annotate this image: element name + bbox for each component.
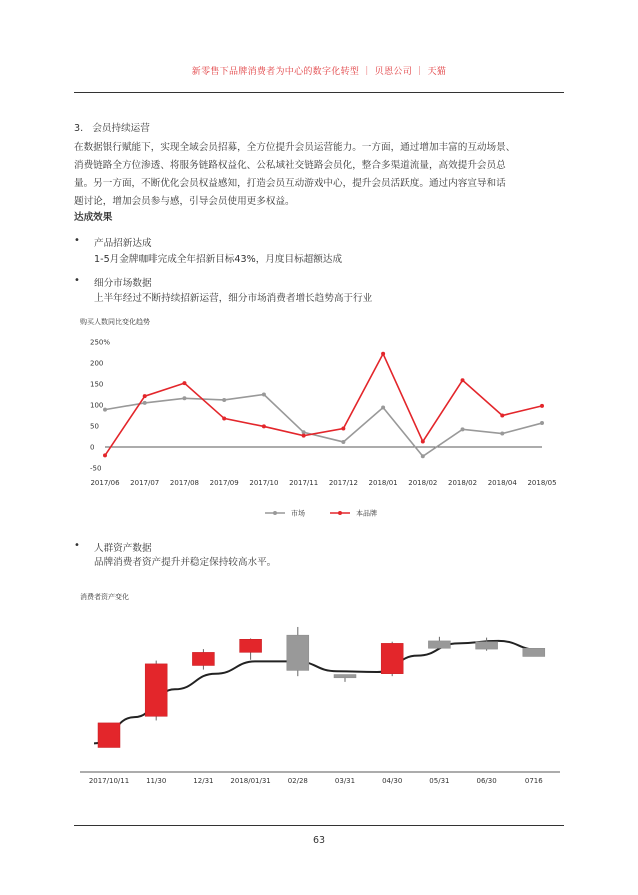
candle-body <box>428 641 450 648</box>
data-point <box>182 396 186 400</box>
bullet-title: 细分市场数据 <box>94 278 152 289</box>
paragraph-line: 量。另一方面，不断优化会员权益感知，打造会员互动游戏中心，提升会员活跃度。通过内容宣导和话 <box>74 178 506 189</box>
legend-marker <box>273 511 277 515</box>
x-tick-label: 2018/01 <box>368 479 398 487</box>
data-point <box>143 394 147 398</box>
body-paragraph <box>74 139 566 211</box>
x-tick-label: 2018/02 <box>408 479 438 487</box>
data-point <box>262 393 266 397</box>
x-tick-label: 2017/10 <box>249 479 279 487</box>
bullet-title: 人群资产数据 <box>94 543 152 554</box>
running-header: 新零售下品牌消费者为中心的数字化转型 ｜ 贝恩公司 ｜ 天猫 <box>191 67 447 77</box>
paragraph-line: 题讨论，增加会员参与感，引导会员使用更多权益。 <box>74 196 295 207</box>
achievements-heading: 达成效果 <box>74 212 113 223</box>
data-point <box>461 378 465 382</box>
data-point <box>341 440 345 444</box>
bullet-point: • <box>74 235 80 246</box>
legend-label: 本品牌 <box>356 509 377 518</box>
series-line-brand <box>105 354 542 456</box>
candle-chart-title: 消费者资产变化 <box>80 593 129 601</box>
data-point <box>103 453 107 457</box>
legend-marker <box>338 511 342 515</box>
data-point <box>540 404 544 408</box>
line-chart <box>60 330 580 530</box>
y-tick-label: -50 <box>90 464 102 473</box>
footer-rule <box>74 825 564 826</box>
candle-body <box>476 642 498 649</box>
candle-body <box>523 648 545 656</box>
bullet-text: 上半年经过不断持续招新运营，细分市场消费者增长趋势高于行业 <box>94 293 373 304</box>
data-point <box>182 381 186 385</box>
x-tick-label: 2018/04 <box>487 479 517 487</box>
x-tick-label: 04/30 <box>382 777 403 785</box>
data-point <box>103 408 107 412</box>
y-tick-label: 100 <box>90 401 104 410</box>
data-point <box>540 421 544 425</box>
x-tick-label: 2017/09 <box>209 479 239 487</box>
y-tick-label: 150 <box>90 380 104 389</box>
x-tick-label: 2017/11 <box>289 479 319 487</box>
section-number: 3. <box>74 123 84 134</box>
data-point <box>421 440 425 444</box>
bullet-text: 1-5月金牌咖啡完成全年招新目标43%，月度目标超额达成 <box>94 254 343 265</box>
y-tick-label: 50 <box>90 422 99 431</box>
x-tick-label: 2018/05 <box>527 479 557 487</box>
candle-body <box>145 664 167 716</box>
data-point <box>262 424 266 428</box>
x-tick-label: 02/28 <box>287 777 308 785</box>
x-tick-label: 05/31 <box>429 777 450 785</box>
paragraph-line: 消费链路全方位渗透、将服务链路权益化、公私域社交链路会员化，整合多渠道流量，高效提升会员总 <box>74 160 506 171</box>
candle-body <box>287 635 309 670</box>
candle-body <box>192 652 214 665</box>
data-point <box>421 454 425 458</box>
data-point <box>222 416 226 420</box>
candle-body <box>240 639 262 652</box>
y-tick-label: 200 <box>90 359 104 368</box>
x-tick-label: 11/30 <box>146 777 167 785</box>
x-tick-label: 2017/10/11 <box>88 777 130 785</box>
bullet-text: 品牌消费者资产提升并稳定保持较高水平。 <box>94 557 277 568</box>
x-tick-label: 12/31 <box>193 777 214 785</box>
legend-label: 市场 <box>291 509 305 518</box>
data-point <box>222 398 226 402</box>
data-point <box>461 427 465 431</box>
section-title: 会员持续运营 <box>92 123 150 134</box>
data-point <box>381 406 385 410</box>
x-tick-label: 2018/02 <box>447 479 478 487</box>
data-point <box>341 427 345 431</box>
bullet-title: 产品招新达成 <box>94 238 152 249</box>
x-tick-label: 2018/01/31 <box>230 777 271 785</box>
y-tick-label: 0 <box>90 443 95 452</box>
x-tick-label: 0716 <box>524 777 543 785</box>
bullet-point: • <box>74 540 80 551</box>
x-tick-label: 2017/08 <box>169 479 200 487</box>
candle-body <box>98 723 120 748</box>
data-point <box>500 414 504 418</box>
candle-body <box>334 675 356 678</box>
data-point <box>302 434 306 438</box>
bullet-point: • <box>74 275 80 286</box>
paragraph-line: 在数据银行赋能下，实现全域会员招募，全方位提升会员运营能力。一方面，通过增加丰富的互动场景、 <box>74 142 516 153</box>
section-heading <box>74 120 566 138</box>
data-point <box>143 401 147 405</box>
y-tick-label: 250% <box>90 338 111 347</box>
x-tick-label: 03/31 <box>334 777 356 785</box>
candle-chart <box>60 600 580 795</box>
x-tick-label: 2017/06 <box>90 479 120 487</box>
x-tick-label: 2017/12 <box>328 479 358 487</box>
data-point <box>381 352 385 356</box>
data-point <box>500 432 504 436</box>
x-tick-label: 2017/07 <box>130 479 160 487</box>
page-number: 63 <box>312 835 326 846</box>
x-tick-label: 06/30 <box>476 777 497 785</box>
line-chart-title: 购买人数同比变化趋势 <box>80 318 150 326</box>
candle-body <box>381 643 403 673</box>
header-rule <box>74 92 564 93</box>
